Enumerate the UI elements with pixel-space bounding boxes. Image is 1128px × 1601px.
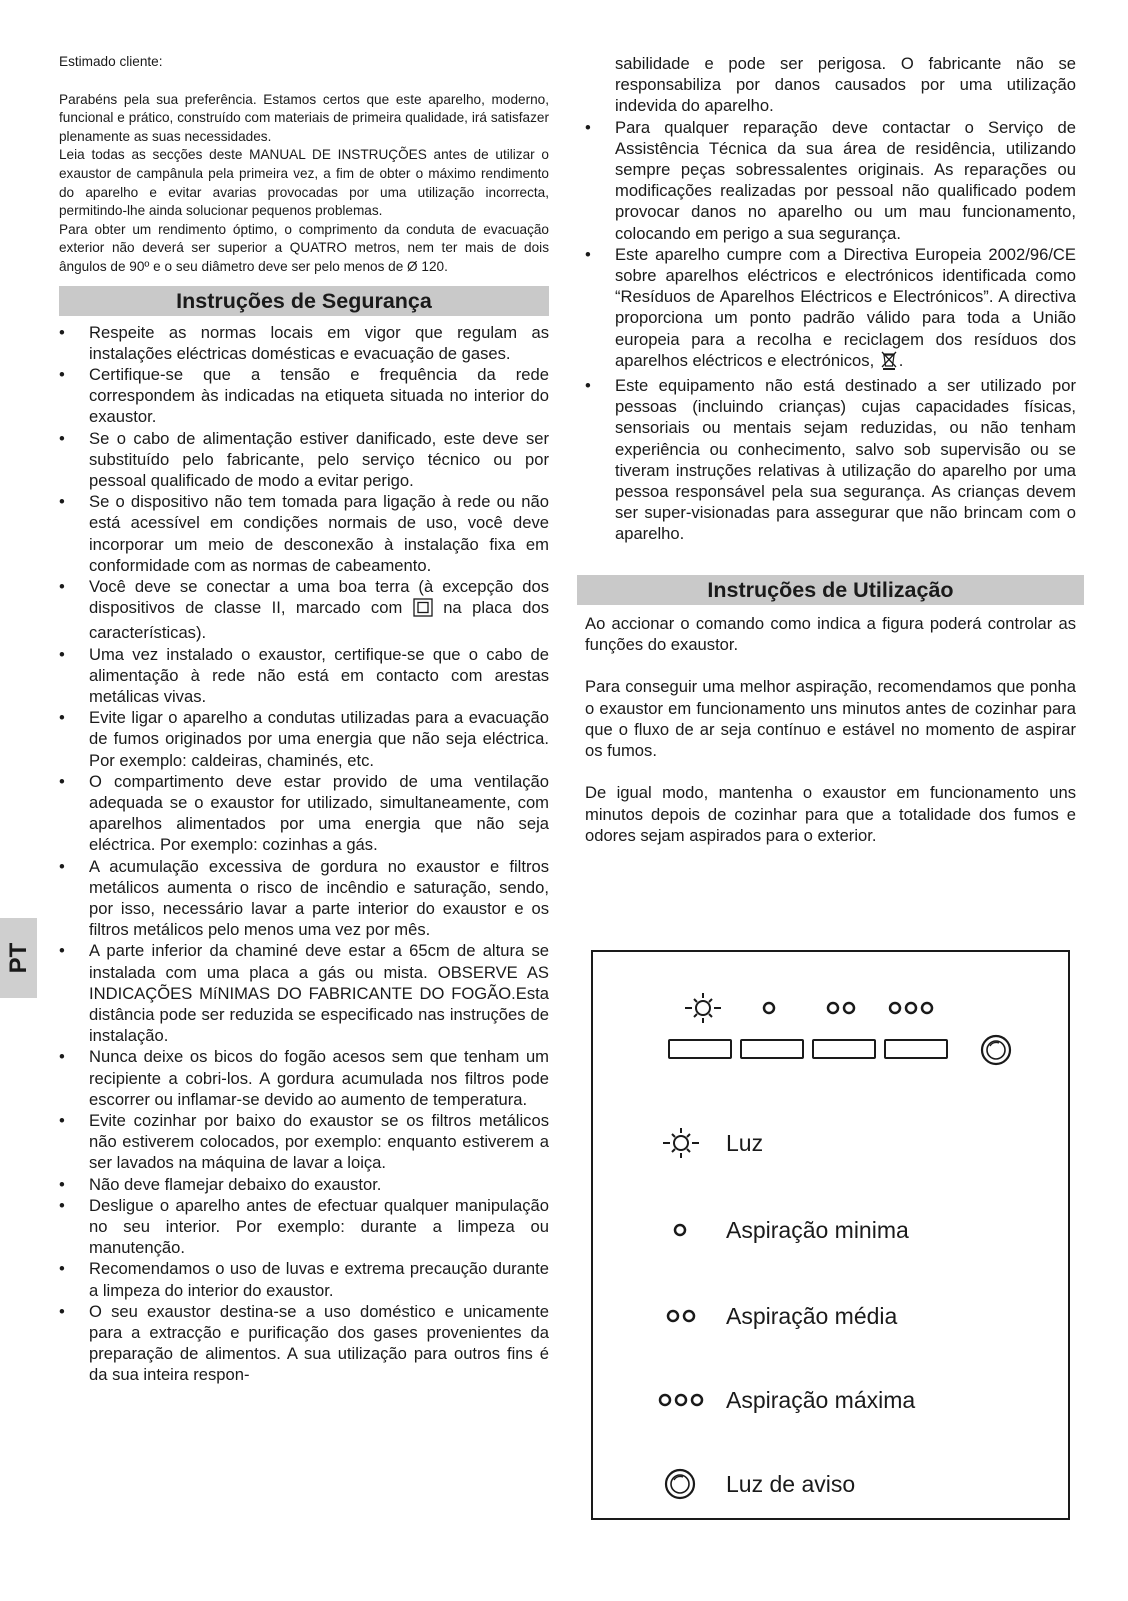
speed-2-button[interactable] [812, 1039, 876, 1059]
safety-item-earth [59, 576, 549, 644]
weee-text-before: Este aparelho cumpre com a Directiva Europeia 2002/96/CE sobre aparelhos eléctricos e electrónicos identificada como “Resíduos de Aparelhos Eléctricos e Electrónicos”. A directiva proporciona um ponto padrão válido para toda a União europeia para a recolha e reciclagem dos resíduos dos aparelhos eléctricos e electrónicos, [615, 244, 1076, 370]
speed-3-icon [887, 1000, 935, 1016]
safety-item: • Certifique-se que a tensão e frequência da rede correspondem às indicadas na etiqueta situada no interior do exaustor. [59, 364, 549, 428]
light-icon [663, 1128, 699, 1158]
legend-label-warning: Luz de aviso [726, 1471, 856, 1497]
right-column [585, 53, 1076, 867]
weee-text-after: . [898, 350, 904, 370]
usage-section-title: Instruções de Utilização [577, 575, 1084, 605]
safety-item: • Desligue o aparelho antes de efectuar qualquer manipulação no seu interior. Por exemplo: durante a limpeza ou manutenção. [59, 1195, 549, 1259]
safety-item: • A parte inferior da chaminé deve estar a 65cm de altura se instalada com uma placa a gás ou mista. OBSERVE AS INDICAÇÕES MíNIMAS DO FABRICANTE DO FOGÃO.Esta distância pode ser reduzida se especificado nas instruções de instalação. [59, 940, 549, 1046]
usage-paragraph: Para conseguir uma melhor aspiração, recomendamos que ponha o exaustor em funcionamento uns minutos antes de cozinhar para que o fluxo de ar seja contínuo e estável no momento de aspirar os fumos. [585, 677, 1076, 761]
usage-paragraph: Ao accionar o comando como indica a figura poderá controlar as funções do exaustor. [585, 613, 1076, 654]
safety-item: • Se o dispositivo não tem tomada para ligação à rede ou não está acessível em condições normais de uso, você deve incorporar um meio de desconexão à instalação fixa em conformidade com as normas de cabeamento. [59, 491, 549, 576]
control-panel-figure [591, 950, 1070, 1520]
safety-item: • Evite ligar o aparelho a condutas utilizadas para a evacuação de fumos originados por uma energia que não seja eléctrica. Por exemplo: caldeiras, chaminés, etc. [59, 707, 549, 771]
warning-light-icon [663, 1467, 697, 1501]
speed-3-button[interactable] [884, 1039, 948, 1059]
safety-list [59, 322, 549, 1386]
intro [59, 53, 549, 277]
safety-item: • Este equipamento não está destinado a ser utilizado por pessoas (incluindo crianças) cujas capacidades físicas, sensoriais ou mentais sejam reduzidas, ou não tenham experiência ou conhecimento, salvo sob supervisão ou se tiveram instruções relativas à utilização do aparelho por uma pessoa responsável pela sua segurança. As crianças devem ser super-visionadas para assegurar que não brincam com o aparelho. [585, 375, 1076, 545]
language-tab-label: PT [4, 942, 32, 974]
legend-label-speed-2: Aspiração média [726, 1303, 898, 1329]
legend-label-light: Luz [726, 1130, 764, 1156]
safety-item-continued: sabilidade e pode ser perigosa. O fabricante não se responsabiliza por danos causados por uma utilização indevida do aparelho. [615, 54, 1076, 116]
safety-item: • Respeite as normas locais em vigor que regulam as instalações eléctricas domésticas e evacuação de gases. [59, 322, 549, 364]
earth-text-after: na placa dos características). [89, 598, 549, 643]
safety-section-title: Instruções de Segurança [59, 286, 549, 316]
speed-1-icon [672, 1222, 688, 1238]
safety-list-continued [585, 53, 1076, 545]
class-ii-icon [413, 598, 433, 622]
usage-text [585, 613, 1076, 847]
weee-bin-icon [879, 350, 899, 375]
speed-2-icon [665, 1308, 697, 1324]
light-button[interactable] [668, 1039, 732, 1059]
safety-item: • O seu exaustor destina-se a uso doméstico e unicamente para a extracção e purificação dos gases provenientes da preparação de alimentos. A sua utilização para outros fins é da sua inteira respon- [59, 1301, 549, 1386]
language-tab [0, 918, 37, 998]
safety-item: • A acumulação excessiva de gordura no exaustor e filtros metálicos aumenta o risco de incêndio e saturação, sendo, por isso, necessário lavar a parte interior do exaustor e os filtros metálicos pelo menos uma vez por mês. [59, 856, 549, 941]
safety-item: • O compartimento deve estar provido de uma ventilação adequada se o exaustor for utilizado, simultaneamente, com aparelhos alimentados por uma energia que não seja eléctrica. Por exemplo: cozinhas a gás. [59, 771, 549, 856]
safety-item: • Uma vez instalado o exaustor, certifique-se que o cabo de alimentação à rede não está em contacto com arestas metálicas vivas. [59, 644, 549, 708]
left-column [59, 53, 549, 1386]
speed-2-icon [825, 1000, 857, 1016]
greeting: Estimado cliente: [59, 54, 163, 69]
warning-light-icon [979, 1033, 1013, 1067]
safety-item-weee [585, 244, 1076, 375]
safety-item: • Para qualquer reparação deve contactar o Serviço de Assistência Técnica da sua área de residência, utilizando sempre peças sobressalentes originais. As reparações ou modificações realizadas por pessoal não qualificado podem provocar danos no aparelho ou um mau funcionamento, colocando em perigo a sua segurança. [585, 117, 1076, 244]
intro-paragraph: Parabéns pela sua preferência. Estamos certos que este aparelho, moderno, funcional e prático, construído com materiais de primeira qualidade, irá satisfazer plenamente as suas necessidades. [59, 91, 549, 144]
legend-label-speed-1: Aspiração minima [726, 1217, 909, 1243]
safety-item: • Se o cabo de alimentação estiver danificado, este deve ser substituído pelo fabricante, pelo serviço técnico ou por pessoal qualificado de modo a evitar perigo. [59, 428, 549, 492]
intro-paragraph: Para obter um rendimento óptimo, o comprimento da conduta de evacuação exterior não deverá ser superior a QUATRO metros, nem ter mais de dois ângulos de 90º e o seu diâmetro deve ser pelo menos de Ø 120. [59, 221, 549, 274]
earth-text-before: Você deve se conectar a uma boa terra (à excepção dos dispositivos de classe II, marcado com [89, 576, 549, 618]
speed-1-button[interactable] [740, 1039, 804, 1059]
speed-1-icon [761, 1000, 777, 1016]
speed-3-icon [657, 1392, 705, 1408]
safety-item: • Recomendamos o uso de luvas e extrema precaução durante a limpeza do interior do exaustor. [59, 1258, 549, 1300]
usage-paragraph: De igual modo, mantenha o exaustor em funcionamento uns minutos depois de cozinhar para que a totalidade dos fumos e odores sejam aspirados para o exterior. [585, 783, 1076, 846]
safety-item: • Não deve flamejar debaixo do exaustor. [59, 1174, 549, 1195]
light-icon [685, 993, 721, 1023]
safety-item: • Evite cozinhar por baixo do exaustor se os filtros metálicos não estiverem colocados, por exemplo: enquanto estiverem a ser lavados na máquina de lavar a loiça. [59, 1110, 549, 1174]
safety-item: • Nunca deixe os bicos do fogão acesos sem que tenham um recipiente a cobri-los. A gordura acumulada nos filtros pode escorrer ou inflamar-se devido ao aumento de temperatura. [59, 1046, 549, 1110]
intro-paragraph: Leia todas as secções deste MANUAL DE INSTRUÇÕES antes de utilizar o exaustor de campânula pela primeira vez, a fim de obter o máximo rendimento do aparelho e evitar avarias provocadas por uma utilização incorrecta, permitindo-lhe ainda solucionar pequenos problemas. [59, 147, 549, 219]
legend-label-speed-3: Aspiração máxima [726, 1387, 916, 1413]
